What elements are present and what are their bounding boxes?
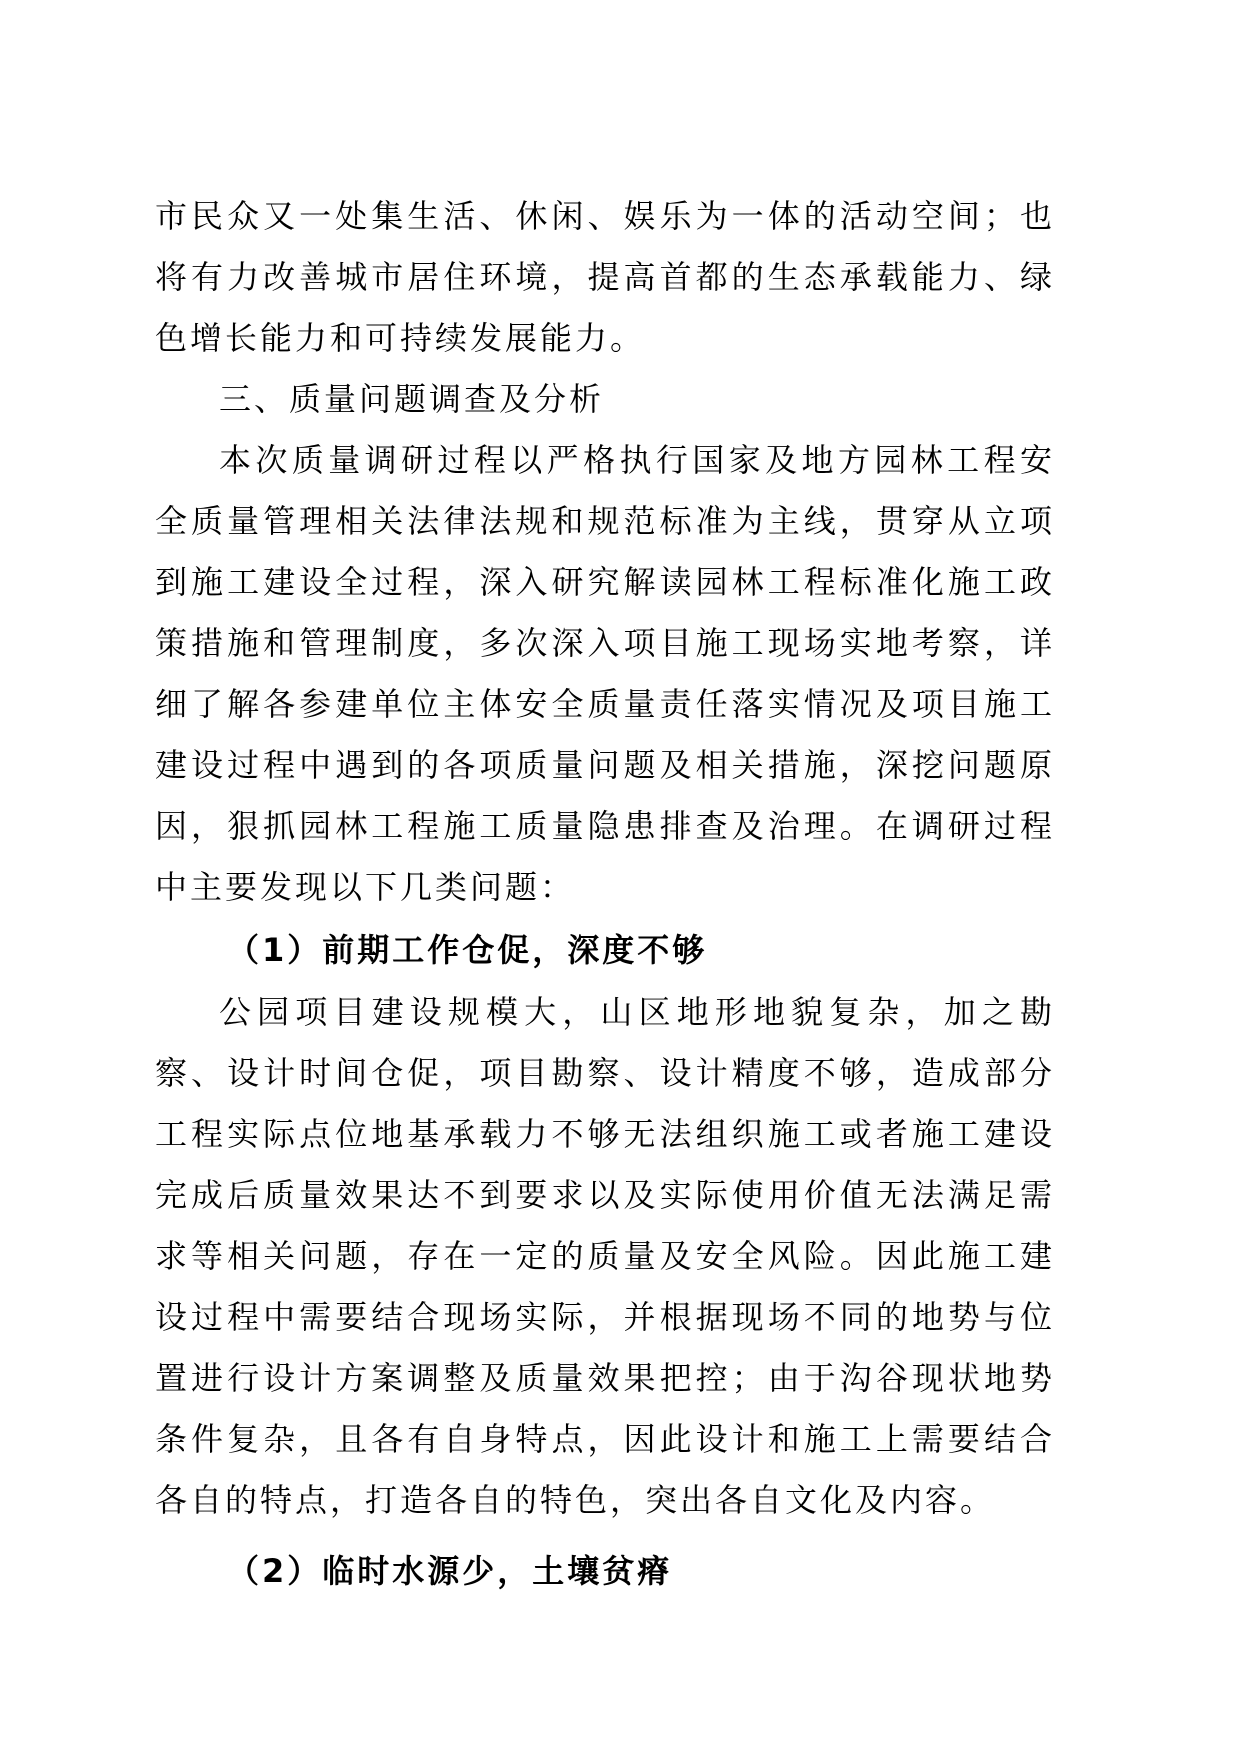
paragraph-early-work-details: 公园项目建设规模大，山区地形地貌复杂，加之勘察、设计时间仓促，项目勘察、设计精度不够，造成部分工程实际点位地基承载力不够无法组织施工或者施工建设完成后质量效果达不到要求以及实际使用价值无法满足需求等相关问题，存在一定的质量及安全风险。因此施工建设过程中需要结合现场实际，并根据现场不同的地势与位置进行设计方案调整及质量效果把控；由于沟谷现状地势条件复杂，且各有自身特点，因此设计和施工上需要结合各自的特点，打造各自的特色，突出各自文化及内容。: [155, 993, 1055, 1519]
subheading-early-work: （1）前期工作仓促，深度不够: [227, 931, 708, 969]
section-heading-quality-issues: 三、质量问题调查及分析: [219, 380, 605, 418]
subheading-water-soil: （2）临时水源少，土壤贫瘠: [227, 1552, 673, 1590]
document-body: [155, 186, 1055, 1603]
paragraph-continuation: 市民众又一处集生活、休闲、娱乐为一体的活动空间；也将有力改善城市居住环境，提高首都的生态承载能力、绿色增长能力和可持续发展能力。: [155, 197, 1055, 357]
paragraph-survey-process: 本次质量调研过程以严格执行国家及地方园林工程安全质量管理相关法律法规和规范标准为主线，贯穿从立项到施工建设全过程，深入研究解读园林工程标准化施工政策措施和管理制度，多次深入项目施工现场实地考察，详细了解各参建单位主体安全质量责任落实情况及项目施工建设过程中遇到的各项质量问题及相关措施，深挖问题原因，狠抓园林工程施工质量隐患排查及治理。在调研过程中主要发现以下几类问题：: [155, 441, 1055, 906]
